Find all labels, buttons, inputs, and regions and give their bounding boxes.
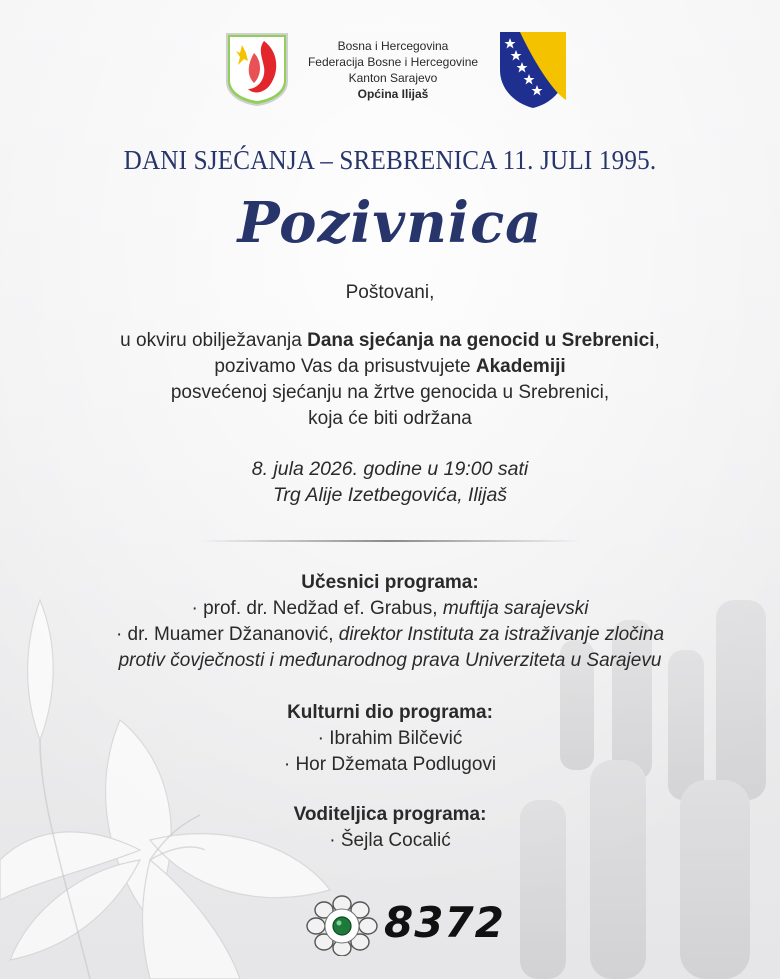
institution-text (296, 38, 490, 102)
participant-2 (0, 622, 780, 648)
participants-heading: Učesnici programa: (301, 572, 479, 593)
event-date-time: 8. jula 2026. godine u 19:00 sati (251, 458, 529, 480)
participant-2-name: · dr. Muamer Džananović, (115, 624, 339, 645)
paragraph-line-4: koja će biti održana (308, 408, 472, 429)
participant-1-role: muftija sarajevski (442, 598, 589, 619)
participants-section (0, 570, 780, 674)
paragraph-line-2-text: pozivamo Vas da prisustvujete (214, 356, 476, 377)
cultural-heading: Kulturni dio programa: (287, 702, 493, 723)
header-line-canton: Kanton Sarajevo (348, 71, 438, 85)
header-line-municipality: Općina Ilijaš (357, 87, 429, 101)
invitation-heading: Pozivnica (237, 190, 543, 256)
participant-2-role: direktor Instituta za istraživanje zločina (338, 624, 665, 645)
paragraph-line-1-text: u okviru obilježavanja (120, 330, 308, 351)
header-line-country: Bosna i Hercegovina (337, 39, 449, 53)
host-heading: Voditeljica programa: (293, 804, 487, 825)
paragraph-line-1-bold: Dana sjećanja na genocid u Srebrenici (307, 330, 655, 351)
participant-1-name: · prof. dr. Nedžad ef. Grabus, (191, 598, 443, 619)
paragraph-line-1 (0, 328, 780, 354)
host-item-1: · Šejla Cocalić (329, 830, 451, 851)
participant-2-role-cont: protiv čovječnosti i međunarodnog prava Univerziteta u Sarajevu (118, 650, 662, 671)
host-section (0, 802, 780, 854)
ilijas-coat-of-arms-icon (224, 31, 290, 107)
bih-coat-of-arms-icon (498, 30, 568, 110)
cultural-item-2: · Hor Džemata Podlugovi (283, 754, 497, 775)
divider (198, 540, 582, 542)
greeting: Poštovani, (345, 282, 435, 303)
cultural-item-1: · Ibrahim Bilčević (317, 728, 463, 749)
event-date-place (0, 456, 780, 508)
paragraph-line-3: posvećenoj sjećanju na žrtve genocida u Srebrenici, (170, 382, 610, 403)
paragraph-line-1-end: , (654, 330, 660, 351)
invitation-paragraph (0, 328, 780, 432)
paragraph-line-2 (0, 354, 780, 380)
event-place: Trg Alije Izetbegovića, Ilijaš (272, 484, 508, 506)
event-title: DANI SJEĆANJA – SREBRENICA 11. JULI 1995. (123, 145, 657, 175)
cultural-section (0, 700, 780, 778)
paragraph-line-2-bold: Akademiji (475, 356, 566, 377)
srebrenica-flower-icon (304, 894, 380, 956)
header (0, 28, 780, 110)
header-line-federation: Federacija Bosne i Hercegovine (307, 55, 479, 69)
victim-count: 8372 (384, 898, 505, 947)
participant-1 (0, 596, 780, 622)
